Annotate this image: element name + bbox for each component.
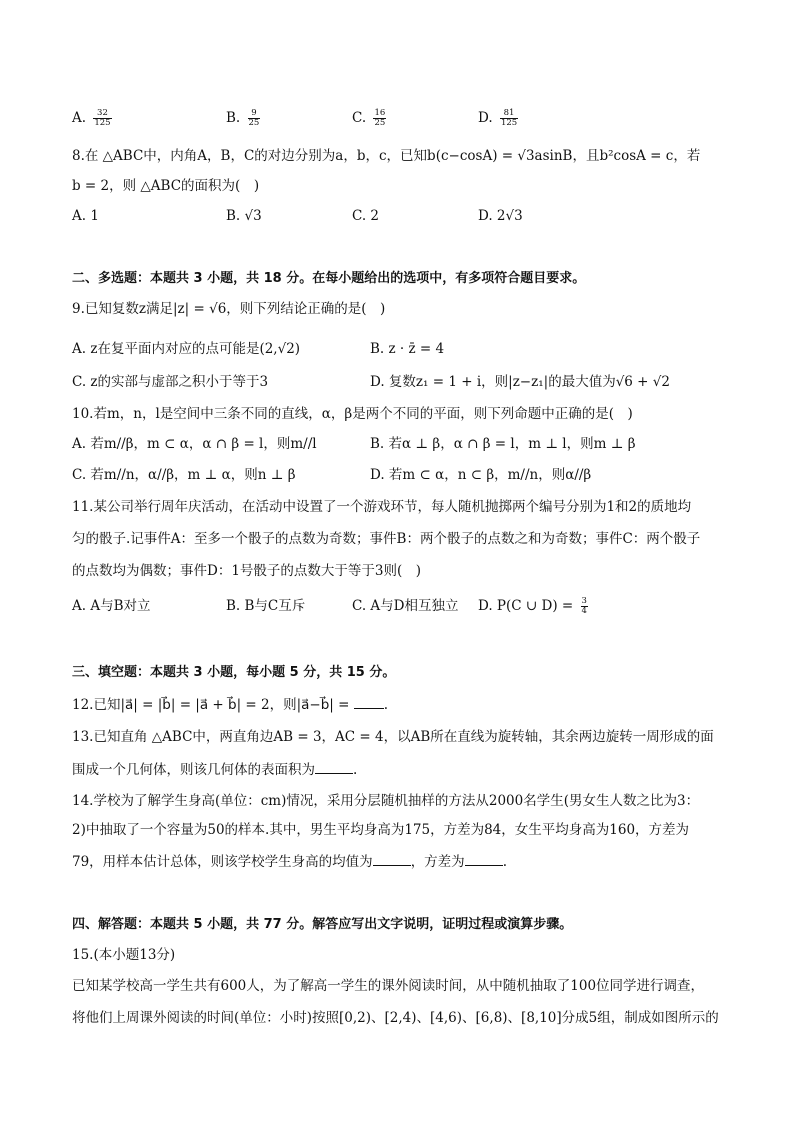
frac-den: 125	[500, 118, 518, 128]
q14-stem-line1: 14.学校为了解学生身高(单位：cm)情况，采用分层随机抽样的方法从2000名学生(男女生人数之比为3：	[72, 793, 700, 809]
q11-option-a: A. A与B对立	[72, 598, 151, 614]
q7-option-b	[226, 108, 260, 128]
section-heading-solutions: 四、解答题：本题共 5 小题，共 77 分。解答应写出文字说明，证明过程或演算步骤。	[72, 917, 573, 932]
q14-stem-line2: 2)中抽取了一个容量为50的样本.其中，男生平均身高为175，方差为84，女生平均身高为160，方差为	[72, 822, 690, 838]
fraction	[248, 109, 261, 128]
frac-num: 16	[374, 108, 386, 118]
q14-end: .	[502, 854, 507, 870]
q13-stem-line1: 13.已知直角 △ABC中，两直角边AB = 3，AC = 4，以AB所在直线为旋转轴，其余两边旋转一周形成的面	[72, 729, 714, 745]
frac-num: 9	[248, 109, 261, 119]
q7-option-b-label: B.	[226, 110, 241, 126]
frac-den: 25	[374, 118, 386, 128]
answer-blank	[465, 851, 503, 866]
frac-den: 4	[581, 606, 587, 616]
q15-heading: 15.(本小题13分)	[72, 947, 176, 963]
q8-option-b: B. √3	[226, 208, 262, 224]
q13-text: 围成一个几何体，则该几何体的表面积为	[72, 762, 315, 778]
fraction	[581, 597, 588, 616]
q10-option-c: C. 若m//n，α//β，m ⊥ α，则n ⊥ β	[72, 467, 296, 483]
q8-stem-line2: b = 2，则 △ABC的面积为( )	[72, 178, 260, 194]
q9-option-c: C. z的实部与虚部之积小于等于3	[72, 374, 269, 390]
q8-option-d: D. 2√3	[478, 208, 523, 224]
q12	[72, 694, 722, 715]
q9-option-b: B. z · z̄ = 4	[370, 341, 445, 357]
q12-text: 12.已知|a⃗| = |b⃗| = |a⃗ + b⃗| = 2，则|a⃗−b⃗| =	[72, 697, 350, 713]
answer-blank	[315, 759, 353, 774]
q7-option-d-label: D.	[478, 110, 493, 126]
frac-num: 32	[93, 109, 111, 119]
frac-den: 25	[248, 118, 260, 128]
q10-option-d: D. 若m ⊂ α，n ⊂ β，m//n，则α//β	[370, 467, 592, 483]
q9-stem: 9.已知复数z满足|z| = √6，则下列结论正确的是( )	[72, 301, 386, 317]
fraction	[500, 109, 518, 128]
q8-option-a: A. 1	[72, 208, 99, 224]
q7-option-a	[72, 108, 112, 128]
answer-blank	[354, 694, 384, 709]
q11-option-d-text: D. P(C ∪ D) =	[478, 598, 574, 614]
q9-option-d: D. 复数z₁ = 1 + i，则|z−z₁|的最大值为√6 + √2	[370, 374, 670, 390]
q11-stem-line2: 匀的骰子.记事件A：至多一个骰子的点数为奇数；事件B：两个骰子的点数之和为奇数；事件C：两个骰子	[72, 531, 701, 547]
fraction	[93, 109, 111, 128]
q7-option-c-label: C.	[352, 110, 367, 126]
q10-option-b: B. 若α ⊥ β，α ∩ β = l，m ⊥ l，则m ⊥ β	[370, 436, 636, 452]
q11-stem-line1: 11.某公司举行周年庆活动，在活动中设置了一个游戏环节，每人随机抛掷两个编号分别为1和2的质地均	[72, 499, 692, 515]
q10-stem: 10.若m，n，l是空间中三条不同的直线，α，β是两个不同的平面，则下列命题中正确的是( )	[72, 406, 633, 422]
section-heading-multiple-choice: 二、多选题：本题共 3 小题，共 18 分。在每小题给出的选项中，有多项符合题目要求。	[72, 271, 586, 286]
q8-stem-line1: 8.在 △ABC中，内角A，B，C的对边分别为a，b，c，已知b(c−cosA) = √3asinB，且b²cosA = c，若	[72, 148, 701, 164]
section-heading-fill-in: 三、填空题：本题共 3 小题，每小题 5 分，共 15 分。	[72, 665, 396, 680]
q14-stem-line3	[72, 851, 722, 872]
q15-stem-line2: 将他们上周课外阅读的时间(单位：小时)按照[0,2)、[2,4)、[4,6)、[6,8)、[8,10]分成5组，制成如图所示的	[72, 1010, 719, 1026]
q11-option-d	[478, 596, 588, 616]
q14-text-a: 79，用样本估计总体，则该学校学生身高的均值为	[72, 854, 373, 870]
fraction	[373, 109, 386, 128]
q9-option-a: A. z在复平面内对应的点可能是(2,√2)	[72, 341, 301, 357]
q13-stem-line2	[72, 759, 722, 780]
answer-blank	[373, 851, 411, 866]
q11-option-c: C. A与D相互独立	[352, 598, 459, 614]
q7-option-c	[352, 108, 386, 128]
q7-option-d	[478, 108, 518, 128]
q14-text-b: ，方差为	[410, 854, 465, 870]
q12-end: .	[383, 697, 389, 713]
frac-den: 125	[94, 118, 111, 128]
q8-option-c: C. 2	[352, 208, 380, 224]
frac-num: 3	[581, 596, 587, 606]
q11-stem-line3: 的点数均为偶数；事件D：1号骰子的点数大于等于3则( )	[72, 563, 422, 579]
frac-num: 81	[500, 109, 518, 119]
q7-option-a-label: A.	[72, 110, 87, 126]
q13-end: .	[353, 762, 358, 778]
q11-option-b: B. B与C互斥	[226, 598, 306, 614]
q10-option-a: A. 若m//β，m ⊂ α，α ∩ β = l，则m//l	[72, 436, 317, 452]
q15-stem-line1: 已知某学校高一学生共有600人，为了解高一学生的课外阅读时间，从中随机抽取了100位同学进行调查，	[72, 978, 705, 994]
